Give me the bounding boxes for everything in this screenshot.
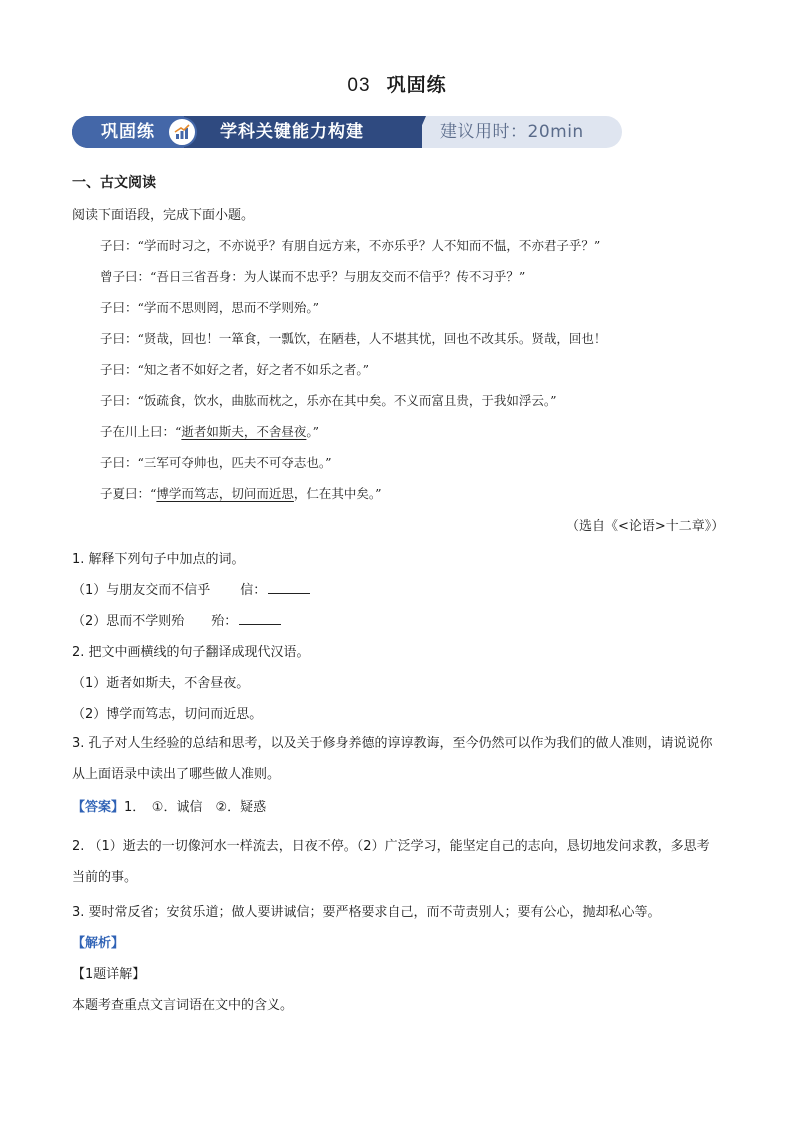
analysis-text: 本题考查重点文言词语在文中的含义。 — [72, 998, 294, 1013]
question-2: 2. 把文中画横线的句子翻译成现代汉语。 — [72, 645, 310, 660]
question-3: 3. 孔子对人生经验的总结和思考，以及关于修身养德的谆谆教诲，至今仍然可以作为我们的做人准则，请说说你从上面语录中读出了哪些做人准则。 — [72, 736, 713, 782]
passage-line-8: 子曰：“三军可夺帅也，匹夫不可夺志也。” — [100, 455, 332, 470]
analysis-subheading: 【1题详解】 — [72, 967, 146, 982]
passage-line-7-prefix: 子在川上曰：“ — [100, 424, 182, 439]
question-1-1 — [72, 579, 310, 598]
passage-line-3: 子曰：“学而不思则罔，思而不学则殆。” — [100, 300, 320, 315]
question-1-2 — [72, 610, 281, 629]
answer-1: 1． ①．诚信 ②．疑惑 — [124, 800, 267, 815]
question-2-1: （1）逝者如斯夫，不舍昼夜。 — [72, 676, 250, 691]
question-2-2: （2）博学而笃志，切问而近思。 — [72, 707, 263, 722]
passage-line-7-suffix: 。” — [306, 424, 320, 439]
banner-dark-tail — [412, 116, 426, 148]
underlined-sentence-2: 博学而笃志，切问而近思 — [156, 486, 294, 501]
passage-line-7 — [100, 422, 319, 440]
banner-time-label: 建议用时：20min — [440, 122, 584, 142]
passage-line-2: 曾子曰：“吾日三省吾身：为人谋而不忠乎？与朋友交而不信乎？传不习乎？” — [100, 269, 526, 284]
title-text: 巩固练 — [386, 74, 447, 96]
passage-line-9-suffix: ，仁在其中矣。” — [293, 486, 382, 501]
analysis-tag: 【解析】 — [72, 936, 125, 951]
passage-line-4: 子曰：“贤哉，回也！一箪食，一瓢饮，在陋巷，人不堪其忧，回也不改其乐。贤哉，回也！ — [100, 331, 607, 346]
answer-3: 3. 要时常反省；安贫乐道；做人要讲诚信；要严格要求自己，而不苛责别人；要有公心，抛却私心等。 — [72, 905, 661, 920]
question-1: 1. 解释下列句子中加点的词。 — [72, 552, 245, 567]
underlined-sentence-1: 逝者如斯夫，不舍昼夜 — [181, 424, 307, 439]
chart-growth-icon — [167, 117, 197, 147]
passage-line-9 — [100, 484, 382, 502]
answer-2: 2. （1）逝去的一切像河水一样流去，日夜不停。（2）广泛学习，能坚定自己的志向，恳切地发问求教，多思考当前的事。 — [72, 839, 710, 885]
answer-blank-2[interactable] — [239, 612, 281, 625]
section-banner — [72, 116, 622, 148]
page-title — [0, 70, 794, 97]
answer-tag: 【答案】 — [72, 800, 125, 815]
question-1-2-text: （2）思而不学则殆 — [72, 614, 185, 629]
section-heading: 一、古文阅读 — [72, 175, 156, 191]
passage-line-1: 子曰：“学而时习之，不亦说乎？有朋自远方来，不亦乐乎？人不知而不愠，不亦君子乎？” — [100, 238, 601, 253]
passage-line-6: 子曰：“饭疏食，饮水，曲肱而枕之，乐亦在其中矣。不义而富且贵，于我如浮云。” — [100, 393, 557, 408]
passage-line-9-prefix: 子夏曰：“ — [100, 486, 157, 501]
title-number: 03 — [347, 75, 371, 96]
answer-blank-1[interactable] — [268, 581, 310, 594]
banner-left-text: 巩固练 — [101, 122, 155, 142]
question-1-1-text: （1）与朋友交而不信乎 — [72, 583, 211, 598]
question-1-1-word: 信： — [240, 583, 267, 598]
passage-line-5: 子曰：“知之者不如好之者，好之者不如乐之者。” — [100, 362, 370, 377]
question-1-2-word: 殆： — [211, 614, 238, 629]
source-citation: （选自《<论语>十二章》） — [566, 519, 725, 534]
banner-middle-label: 学科关键能力构建 — [220, 122, 364, 142]
instruction: 阅读下面语段，完成下面小题。 — [72, 208, 255, 223]
answer-line-1 — [72, 796, 266, 815]
